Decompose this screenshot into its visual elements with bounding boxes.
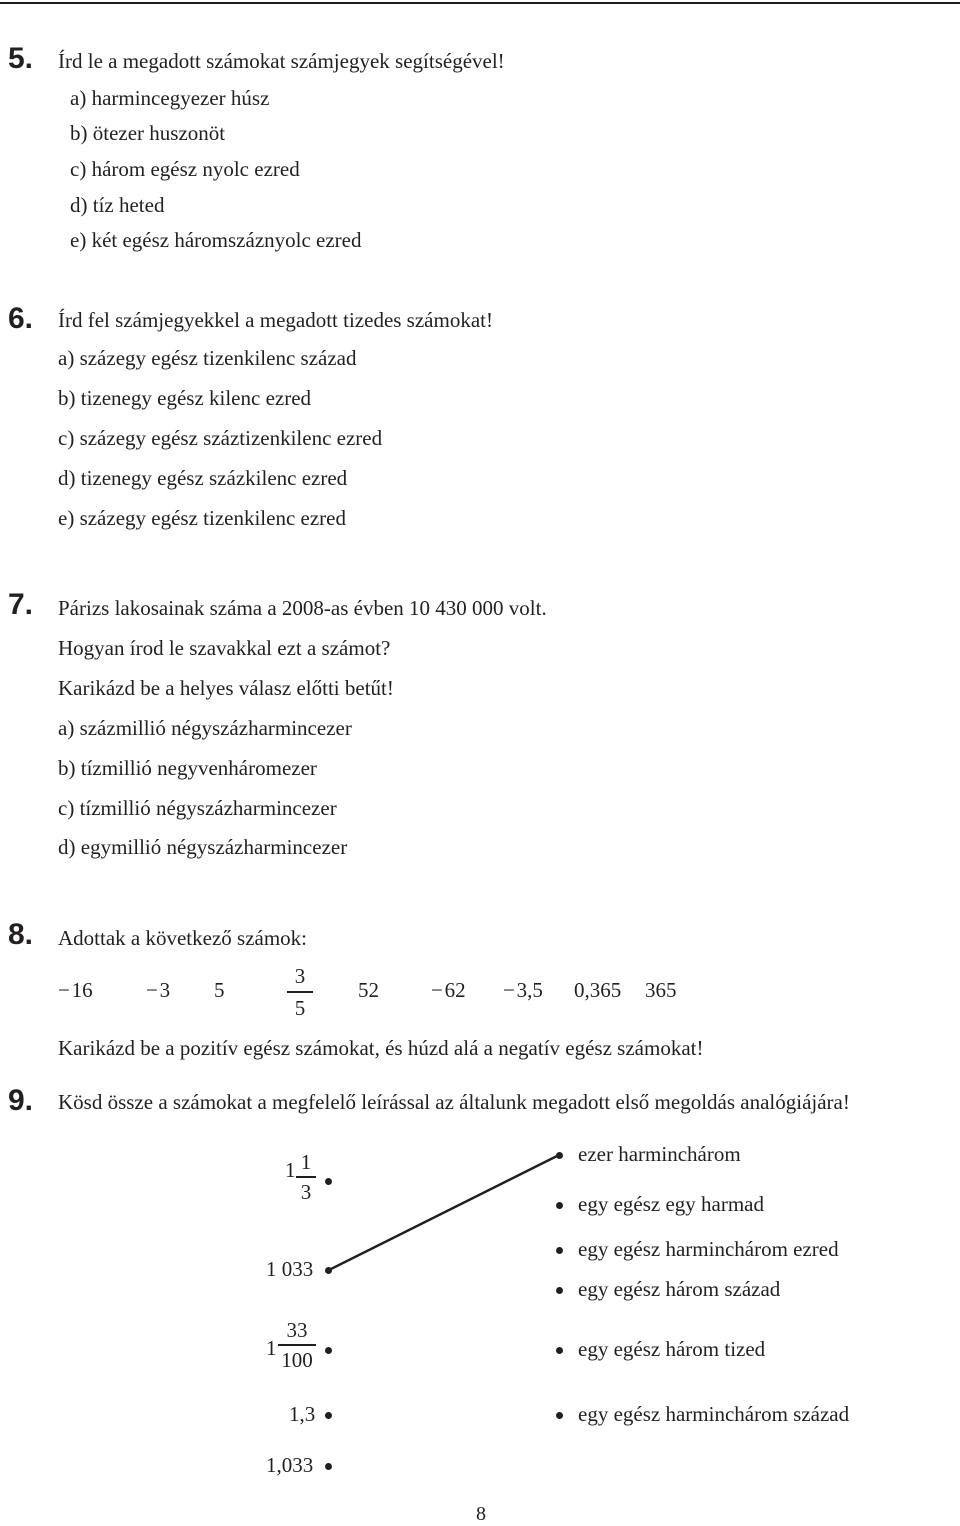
right-label-5: egy egész három tized xyxy=(578,1337,766,1361)
exercise-9-number: 9. xyxy=(8,1084,34,1117)
exercise-7-number: 7. xyxy=(8,588,34,621)
exercise-5-item-e: e) két egész háromszáznyolc ezred xyxy=(70,228,362,252)
left-mixed-2-whole: 1 xyxy=(266,1336,277,1360)
exercise-5-item-d: d) tíz heted xyxy=(70,193,165,217)
fraction-denominator: 100 xyxy=(281,1347,313,1372)
number-365: 365 xyxy=(645,978,677,1002)
right-label-3: egy egész harminchárom ezred xyxy=(578,1237,839,1261)
left-mixed-1-whole: 1 xyxy=(285,1158,296,1182)
exercise-7-line-2: Hogyan írod le szavakkal ezt a számot? xyxy=(58,636,391,660)
number-neg-3: − 3 xyxy=(146,978,171,1002)
exercise-6-item-e: e) százegy egész tizenkilenc ezred xyxy=(58,506,346,530)
exercise-7-line-3: Karikázd be a helyes válasz előtti betűt! xyxy=(58,676,394,700)
number-52: 52 xyxy=(358,978,379,1002)
exercise-6-instruction: Írd fel számjegyekkel a megadott tizedes számokat! xyxy=(58,308,493,332)
exercise-8-instruction: Adottak a következő számok: xyxy=(58,926,308,950)
exercise-6-number: 6. xyxy=(8,302,34,335)
exercise-6-item-d: d) tizenegy egész százkilenc ezred xyxy=(58,466,348,490)
exercise-7-item-b: b) tízmillió negyvenháromezer xyxy=(58,756,317,780)
right-label-4: egy egész három század xyxy=(578,1277,781,1301)
number-0-365: 0,365 xyxy=(574,978,622,1002)
exercise-9-instruction: Kösd össze a számokat a megfelelő leírással az általunk megadott első megoldás analógiájára! xyxy=(58,1090,850,1114)
fraction-denominator: 3 xyxy=(300,1179,312,1204)
exercise-5-item-c: c) három egész nyolc ezred xyxy=(70,157,300,181)
exercise-7-item-c: c) tízmillió négyszázharmincezer xyxy=(58,796,337,820)
exercise-6-item-c: c) százegy egész száztizenkilenc ezred xyxy=(58,426,383,450)
number-neg-3-5: − 3,5 xyxy=(503,978,543,1002)
exercise-6-item-a: a) százegy egész tizenkilenc század xyxy=(58,346,357,370)
exercise-8-footer: Karikázd be a pozitív egész számokat, és húzd alá a negatív egész számokat! xyxy=(58,1036,704,1060)
exercise-7-item-a: a) százmillió négyszázharmincezer xyxy=(58,716,352,740)
number-neg-16: − 16 xyxy=(58,978,93,1002)
fraction-denominator: 5 xyxy=(294,995,306,1020)
exercise-7-line-1: Párizs lakosainak száma a 2008-as évben 10 430 000 volt. xyxy=(58,596,547,620)
exercise-5-item-b: b) ötezer huszonöt xyxy=(70,121,226,145)
right-label-1: ezer harminchárom xyxy=(578,1142,741,1166)
exercise-6-item-b: b) tizenegy egész kilenc ezred xyxy=(58,386,312,410)
left-1033: 1 033 xyxy=(266,1257,314,1281)
connection-line-1033 xyxy=(329,1155,559,1270)
exercise-5-item-a: a) harmincegyezer húsz xyxy=(70,86,270,110)
right-label-2: egy egész egy harmad xyxy=(578,1192,764,1216)
left-1-033: 1,033 xyxy=(266,1453,314,1477)
fraction-numerator: 3 xyxy=(294,964,306,988)
exercise-5-number: 5. xyxy=(8,42,34,75)
exercise-8-number: 8. xyxy=(8,918,34,951)
right-label-6: egy egész harminchárom század xyxy=(578,1402,850,1426)
left-1-3: 1,3 xyxy=(289,1402,316,1426)
number-neg-62: − 62 xyxy=(431,978,466,1002)
fraction-numerator: 1 xyxy=(300,1150,312,1174)
page-number: 8 xyxy=(476,1503,486,1525)
exercise-5-instruction: Írd le a megadott számokat számjegyek segítségével! xyxy=(58,49,505,73)
exercise-7-item-d: d) egymillió négyszázharmincezer xyxy=(58,835,348,859)
fraction-numerator: 33 xyxy=(286,1318,308,1342)
number-5: 5 xyxy=(214,978,225,1002)
